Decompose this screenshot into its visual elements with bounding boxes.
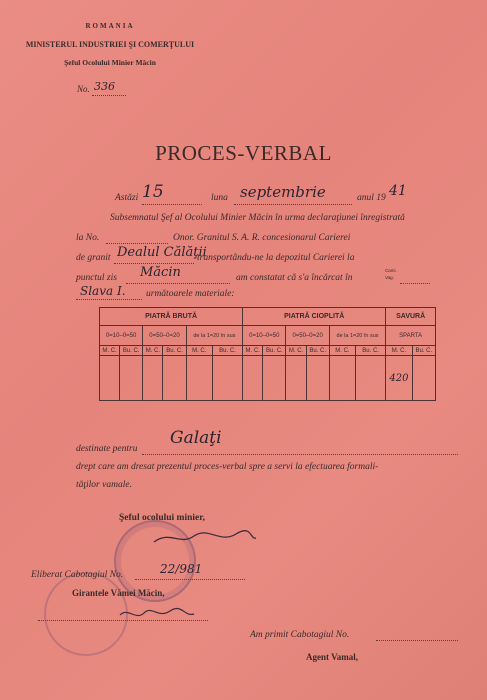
- quarry-line: [114, 263, 194, 264]
- destination-line-1: drept care am dresat prezentul proces-verbal spre a servi la efectuarea formali-: [76, 462, 379, 472]
- eliberat-label: Eliberat Cabotagiul No.: [31, 570, 124, 580]
- page-title: PROCES-VERBAL: [155, 141, 332, 165]
- sub-c-1: 0=10–0=50: [243, 326, 286, 346]
- body-line-4: transportându-ne la depozitul Carierei la: [197, 253, 355, 263]
- year-value: 41: [389, 183, 407, 199]
- materials-table: [99, 307, 436, 401]
- group-piatra-cioplita: PIATRĂ CIOPLITĂ: [243, 308, 386, 326]
- day-value: 15: [142, 182, 164, 202]
- cell: [212, 356, 242, 401]
- unit-mc: M. C.: [186, 346, 212, 356]
- sub-b-1: 0=10–0=50: [100, 326, 143, 346]
- anul-label: anul 19: [357, 193, 386, 203]
- customs-stamp: [44, 572, 128, 656]
- girant-line: [38, 620, 208, 621]
- destination-line: [142, 454, 458, 455]
- eliberat-value: 22/981: [160, 562, 203, 576]
- sub-c-2: 0=50–0=20: [286, 326, 329, 346]
- chief-signature: [150, 526, 260, 550]
- eliberat-line: [135, 579, 245, 580]
- number-label: No.: [77, 84, 90, 94]
- body-line-2: Subsemnatul Şef al Ocolului Minier Măcin în urma declaraţiunei înregistrată: [110, 213, 405, 223]
- quarry-value: Dealul Călăţii: [117, 245, 207, 260]
- unit-mc: M. C.: [243, 346, 263, 356]
- day-line: [142, 204, 202, 205]
- cell: [143, 356, 163, 401]
- number-line: [92, 95, 126, 96]
- place-line: [126, 283, 230, 284]
- body-line-5-label: punctul zis: [76, 273, 117, 283]
- month-value: septembrie: [240, 183, 326, 201]
- unit-mc: M. C.: [386, 346, 412, 356]
- girant-label: Girantele Vămei Măcin,: [72, 588, 165, 598]
- savura-value: 420: [386, 356, 412, 401]
- primit-label: Am primit Cabotagiul No.: [250, 630, 350, 640]
- cell: [163, 356, 186, 401]
- month-line: [234, 204, 352, 205]
- unit-bc: Bu. C.: [212, 346, 242, 356]
- vessel-value: Slava I.: [80, 284, 126, 298]
- agent-label: Agent Vamal,: [306, 652, 359, 662]
- unit-mc: M. C.: [100, 346, 120, 356]
- unit-bc: Bu. C.: [120, 346, 143, 356]
- cell: [243, 356, 263, 401]
- sub-c-3: de la 1=20 în sus: [329, 326, 385, 346]
- cell: [286, 356, 306, 401]
- cell: [306, 356, 329, 401]
- reg-no-line: [106, 243, 168, 244]
- office-label: Şeful Ocolului Minier Măcin: [64, 58, 156, 67]
- cell: [412, 356, 435, 401]
- ministry-label: MINISTERUL INDUSTRIEI ŞI COMERŢULUI: [25, 40, 195, 49]
- country-label: ROMANIA: [85, 22, 135, 30]
- chief-signature-label: Şeful ocolului minier,: [119, 513, 205, 523]
- cell: [263, 356, 286, 401]
- body-line-3-label: la No.: [76, 233, 100, 243]
- unit-bc: Bu. C.: [306, 346, 329, 356]
- number-value: 336: [94, 80, 115, 93]
- destination-label: destinate pentru: [76, 444, 138, 454]
- group-savura: SAVURĂ: [386, 308, 436, 326]
- primit-line: [376, 640, 458, 641]
- wagon-bottom: Vag.: [385, 275, 394, 280]
- cell: [329, 356, 355, 401]
- destination-value: Galaţi: [170, 428, 222, 448]
- unit-bc: Bu. C.: [356, 346, 386, 356]
- unit-mc: M. C.: [286, 346, 306, 356]
- sub-b-2: 0=50–0=20: [143, 326, 186, 346]
- unit-bc: Bu. C.: [412, 346, 435, 356]
- luna-label: luna: [211, 193, 228, 203]
- cell: [120, 356, 143, 401]
- body-line-6: următoarele materiale:: [146, 289, 235, 299]
- unit-mc: M. C.: [143, 346, 163, 356]
- cell: [186, 356, 212, 401]
- destination-line-2: tăţilor vamale.: [76, 480, 132, 490]
- unit-bc: Bu. C.: [263, 346, 286, 356]
- group-piatra-bruta: PIATRĂ BRUTĂ: [100, 308, 243, 326]
- body-line-4-label: de granit: [76, 253, 111, 263]
- wagon-line: [400, 283, 430, 284]
- sub-b-3: de la 1=20 în sus: [186, 326, 242, 346]
- vessel-line: [76, 299, 142, 300]
- body-line-5: am constatat că s'a încărcat în: [236, 273, 353, 283]
- place-value: Măcin: [140, 265, 181, 280]
- sub-savura: SPARTA: [386, 326, 436, 346]
- astazi-label: Astăzi: [115, 193, 139, 203]
- unit-mc: M. C.: [329, 346, 355, 356]
- cell: [356, 356, 386, 401]
- unit-bc: Bu. C.: [163, 346, 186, 356]
- cell: [100, 356, 120, 401]
- wagon-top: Cami.: [385, 268, 397, 273]
- body-line-3: Onor. Granitul S. A. R. concesionarul Carierei: [173, 233, 351, 243]
